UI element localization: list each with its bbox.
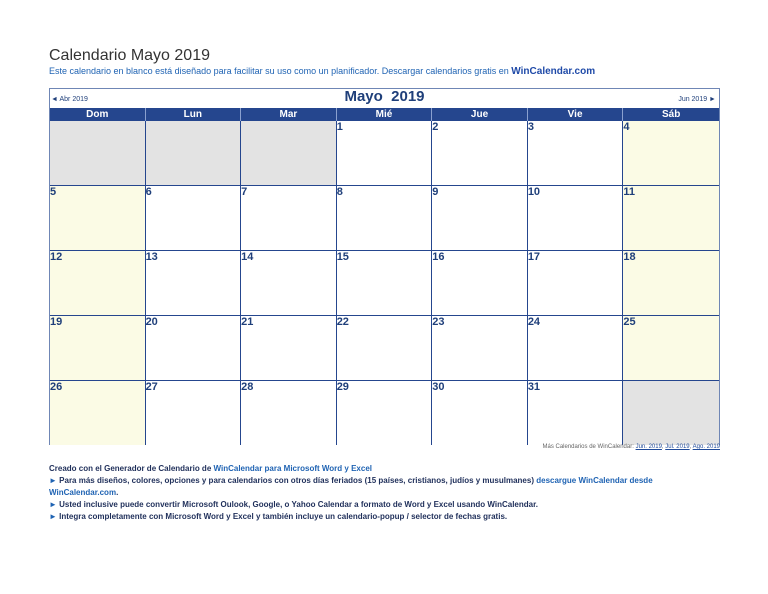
day-number: 25 (623, 316, 636, 328)
day-cell[interactable] (432, 186, 528, 250)
day-cell[interactable] (432, 121, 528, 185)
weekday-tue: Mar (241, 108, 337, 121)
day-cell[interactable] (528, 251, 624, 315)
day-number: 6 (145, 186, 152, 198)
day-cell[interactable] (528, 121, 624, 185)
empty-day-cell (146, 121, 242, 185)
bullet-arrow-icon: ► (49, 500, 57, 509)
weekday-sat: Sáb (661, 109, 681, 120)
day-cell[interactable] (337, 251, 433, 315)
wincalendar-link[interactable]: WinCalendar.com (511, 66, 596, 77)
weekday-wed: Mié (337, 108, 433, 121)
day-number: 5 (50, 186, 57, 198)
day-cell[interactable] (146, 316, 242, 380)
calendar-grid (50, 121, 719, 445)
day-cell[interactable] (241, 186, 337, 250)
day-cell[interactable] (337, 121, 433, 185)
day-number: 28 (241, 381, 254, 393)
day-number: 12 (50, 251, 63, 263)
more-calendars: Más Calendarios de WinCalendar: Jun. 2019, Jul. 2019, Ago. 2019 (542, 444, 720, 450)
day-number: 16 (432, 251, 445, 263)
footer-line-1-text: Creado con el Generador de Calendario de (49, 464, 212, 473)
next-month-link[interactable]: Jun 2019 ► (678, 96, 716, 103)
day-cell[interactable] (241, 251, 337, 315)
day-number: 23 (432, 316, 445, 328)
weekday-sun: Dom (50, 108, 146, 121)
day-number: 10 (527, 186, 541, 198)
day-number: 13 (145, 251, 158, 263)
weekday-thu: Jue (432, 108, 528, 121)
day-cell[interactable] (50, 186, 146, 250)
day-number: 21 (241, 316, 254, 328)
day-number: 22 (336, 316, 349, 328)
day-number: 18 (623, 251, 636, 263)
day-number: 4 (623, 121, 630, 133)
link-jun-2019[interactable]: Jun. 2019 (635, 444, 662, 450)
page-subtitle (49, 66, 595, 77)
footer-download-link[interactable]: descargue WinCalendar desde (536, 476, 653, 485)
footer-line-3 (49, 487, 689, 499)
day-cell[interactable] (50, 381, 146, 445)
day-number: 26 (50, 381, 63, 393)
week-row (50, 381, 719, 445)
day-number: 29 (336, 381, 349, 393)
calendar-header (50, 89, 719, 108)
footer-line-1 (49, 463, 689, 475)
footer-line-5-text: Integra completamente con Microsoft Word y Excel y también incluye un calendario-popup / selector de fechas gratis. (59, 512, 508, 521)
week-row (50, 186, 719, 251)
bullet-arrow-icon: ► (49, 512, 57, 521)
day-cell[interactable] (50, 251, 146, 315)
footer-line-5 (49, 511, 689, 523)
month-title: Mayo 2019 (344, 88, 425, 105)
day-cell[interactable] (528, 186, 624, 250)
day-number: 31 (527, 381, 541, 393)
day-number: 24 (527, 316, 541, 328)
day-number: 27 (145, 381, 158, 393)
empty-day-cell (241, 121, 337, 185)
day-number: 3 (527, 121, 534, 133)
link-ago-2019[interactable]: Ago. 2019 (692, 444, 720, 450)
day-number: 9 (432, 186, 439, 198)
footer-line-2-text: Para más diseños, colores, opciones y para calendarios con otros días feriados (15 países, cristianos, judíos y musulmanes) (59, 476, 534, 485)
week-row (50, 316, 719, 381)
bullet-arrow-icon: ► (49, 476, 57, 485)
day-cell[interactable] (146, 381, 242, 445)
link-jul-2019[interactable]: Jul. 2019 (665, 444, 690, 450)
footer-wincalendar-word-excel-link[interactable]: WinCalendar para Microsoft Word y Excel (213, 464, 372, 473)
day-number: 14 (241, 251, 254, 263)
weekday-fri: Vie (528, 108, 624, 121)
day-number: 17 (527, 251, 541, 263)
footer-notes (49, 463, 689, 523)
day-cell[interactable] (337, 381, 433, 445)
day-cell[interactable] (337, 316, 433, 380)
day-number: 1 (336, 121, 343, 133)
day-number: 7 (241, 186, 248, 198)
day-number: 19 (50, 316, 63, 328)
footer-line-4 (49, 499, 689, 511)
day-cell[interactable] (241, 316, 337, 380)
day-number: 2 (432, 121, 439, 133)
day-number: 30 (432, 381, 445, 393)
footer-line-3-text: . (116, 488, 119, 497)
day-cell[interactable] (146, 251, 242, 315)
week-row (50, 251, 719, 316)
day-cell[interactable] (623, 121, 719, 185)
day-number: 8 (336, 186, 343, 198)
footer-line-4-text: Usted inclusive puede convertir Microsoft Oulook, Google, o Yahoo Calendar a formato de Word y Excel usando WinCalendar. (59, 500, 538, 509)
empty-day-cell (50, 121, 146, 185)
day-cell[interactable] (528, 316, 624, 380)
day-cell[interactable] (146, 186, 242, 250)
day-cell[interactable] (623, 316, 719, 380)
day-number: 11 (623, 186, 636, 198)
empty-day-cell (623, 381, 719, 445)
day-cell[interactable] (623, 186, 719, 250)
subtitle-text: Este calendario en blanco está diseñado para facilitar su uso como un planificador. Descargar calendarios gratis en (49, 66, 509, 76)
day-cell[interactable] (432, 251, 528, 315)
day-cell[interactable] (623, 251, 719, 315)
day-number: 15 (336, 251, 349, 263)
day-number: 20 (145, 316, 158, 328)
prev-month-link[interactable]: ◄ Abr 2019 (51, 96, 88, 103)
more-calendars-label: Más Calendarios de WinCalendar: (542, 444, 634, 450)
page-title: Calendario Mayo 2019 (49, 47, 210, 64)
weekday-mon: Lun (146, 108, 242, 121)
footer-wincalendar-com-link[interactable]: WinCalendar.com (49, 488, 117, 497)
day-cell[interactable] (241, 381, 337, 445)
day-cell[interactable] (50, 316, 146, 380)
calendar (49, 88, 720, 445)
weekday-header-row (50, 108, 719, 121)
day-cell[interactable] (528, 381, 624, 445)
day-cell[interactable] (432, 316, 528, 380)
day-cell[interactable] (337, 186, 433, 250)
week-row (50, 121, 719, 186)
day-cell[interactable] (432, 381, 528, 445)
footer-line-2 (49, 475, 689, 487)
